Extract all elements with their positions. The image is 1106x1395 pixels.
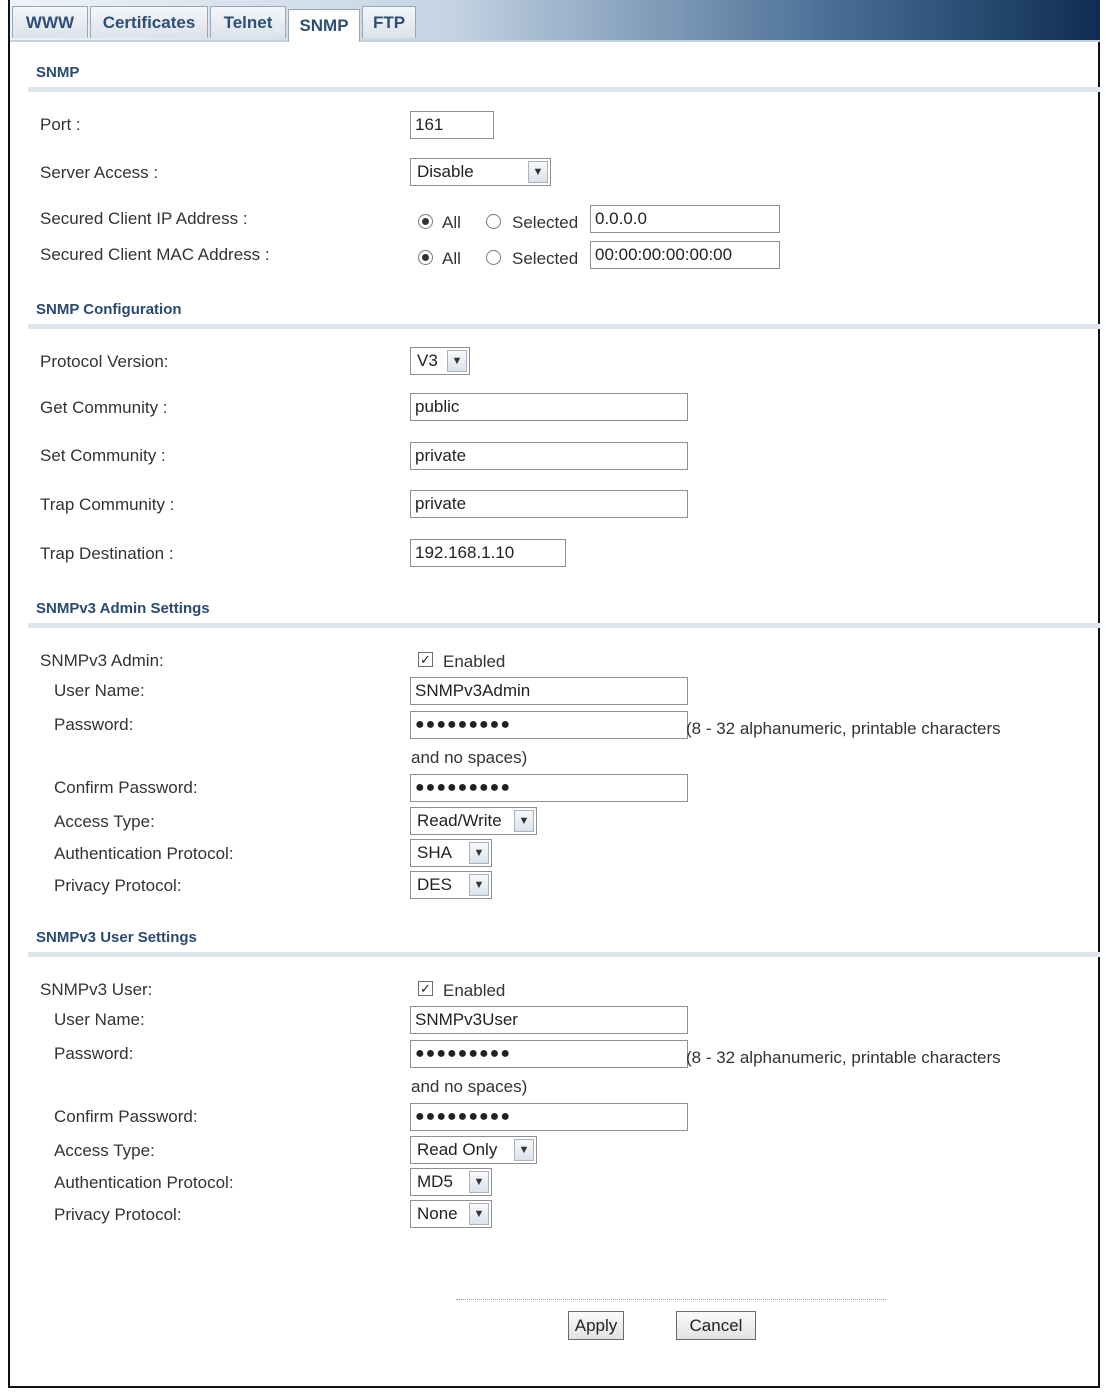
get-community-label: Get Community : bbox=[40, 398, 168, 417]
snmp-settings-panel bbox=[8, 0, 1100, 1388]
client-ip-label: Secured Client IP Address : bbox=[40, 209, 248, 228]
client-mac-selected-label: Selected bbox=[512, 249, 579, 268]
admin-access-type-label: Access Type: bbox=[54, 812, 155, 831]
trap-community-label: Trap Community : bbox=[40, 495, 175, 514]
section-title-snmp-configuration: SNMP Configuration bbox=[36, 301, 182, 318]
section-divider bbox=[28, 952, 1100, 957]
chevron-down-icon: ▼ bbox=[528, 161, 548, 183]
user-auth-protocol-label: Authentication Protocol: bbox=[54, 1173, 234, 1192]
user-confirm-password-input[interactable]: ●●●●●●●●● bbox=[410, 1103, 688, 1131]
tab-bar bbox=[10, 0, 1100, 42]
user-privacy-protocol-label: Privacy Protocol: bbox=[54, 1205, 182, 1224]
section-divider bbox=[28, 87, 1100, 92]
admin-enabled-checkbox[interactable] bbox=[418, 652, 433, 667]
tab-ftp[interactable]: FTP bbox=[362, 6, 416, 38]
port-label: Port : bbox=[40, 115, 81, 134]
set-community-input[interactable] bbox=[410, 442, 688, 470]
user-enabled-label: Enabled bbox=[443, 981, 506, 1000]
admin-enable-label: SNMPv3 Admin: bbox=[40, 651, 164, 670]
client-ip-input[interactable] bbox=[590, 205, 780, 233]
apply-button[interactable]: Apply bbox=[568, 1311, 624, 1340]
user-privacy-protocol-value: None bbox=[417, 1204, 458, 1223]
checkmark-icon: ✓ bbox=[420, 652, 431, 667]
client-mac-all-radio[interactable] bbox=[418, 250, 433, 265]
admin-auth-protocol-select[interactable] bbox=[410, 839, 492, 867]
tab-telnet[interactable]: Telnet bbox=[210, 6, 286, 38]
trap-community-input[interactable] bbox=[410, 490, 688, 518]
client-ip-selected-radio[interactable] bbox=[486, 214, 501, 229]
client-ip-all-label: All bbox=[442, 213, 461, 232]
admin-enabled-label: Enabled bbox=[443, 652, 506, 671]
chevron-down-icon: ▼ bbox=[469, 1203, 489, 1225]
user-auth-protocol-value: MD5 bbox=[417, 1172, 453, 1191]
tab-www[interactable]: WWW bbox=[12, 6, 88, 38]
admin-access-type-select[interactable] bbox=[410, 807, 537, 835]
client-mac-all-label: All bbox=[442, 249, 461, 268]
admin-auth-protocol-label: Authentication Protocol: bbox=[54, 844, 234, 863]
protocol-version-label: Protocol Version: bbox=[40, 352, 169, 371]
user-username-label: User Name: bbox=[54, 1010, 145, 1029]
section-divider bbox=[28, 324, 1100, 329]
client-mac-selected-radio[interactable] bbox=[486, 250, 501, 265]
admin-password-input[interactable]: ●●●●●●●●● bbox=[410, 711, 688, 739]
set-community-label: Set Community : bbox=[40, 446, 166, 465]
user-password-hint-cont: and no spaces) bbox=[411, 1077, 528, 1096]
trap-destination-label: Trap Destination : bbox=[40, 544, 174, 563]
tab-snmp[interactable]: SNMP bbox=[288, 9, 360, 42]
client-mac-input[interactable] bbox=[590, 241, 780, 269]
admin-privacy-protocol-label: Privacy Protocol: bbox=[54, 876, 182, 895]
user-enable-label: SNMPv3 User: bbox=[40, 980, 153, 999]
admin-confirm-password-input[interactable]: ●●●●●●●●● bbox=[410, 774, 688, 802]
client-ip-all-radio[interactable] bbox=[418, 214, 433, 229]
server-access-label: Server Access : bbox=[40, 163, 159, 182]
chevron-down-icon: ▼ bbox=[469, 842, 489, 864]
chevron-down-icon: ▼ bbox=[469, 1171, 489, 1193]
admin-password-label: Password: bbox=[54, 715, 134, 734]
tab-certificates[interactable]: Certificates bbox=[90, 6, 208, 38]
section-title-admin-settings: SNMPv3 Admin Settings bbox=[36, 600, 210, 617]
section-title-user-settings: SNMPv3 User Settings bbox=[36, 929, 197, 946]
user-confirm-password-label: Confirm Password: bbox=[54, 1107, 198, 1126]
admin-privacy-protocol-value: DES bbox=[417, 875, 452, 894]
admin-username-input[interactable] bbox=[410, 677, 688, 705]
chevron-down-icon: ▼ bbox=[514, 810, 534, 832]
server-access-value: Disable bbox=[417, 162, 474, 181]
protocol-version-select[interactable] bbox=[410, 347, 470, 375]
trap-destination-input[interactable] bbox=[410, 539, 566, 567]
chevron-down-icon: ▼ bbox=[469, 874, 489, 896]
get-community-input[interactable] bbox=[410, 393, 688, 421]
cancel-button[interactable]: Cancel bbox=[676, 1311, 756, 1340]
client-mac-label: Secured Client MAC Address : bbox=[40, 245, 270, 264]
admin-username-label: User Name: bbox=[54, 681, 145, 700]
user-auth-protocol-select[interactable] bbox=[410, 1168, 492, 1196]
section-title-snmp: SNMP bbox=[36, 64, 80, 81]
protocol-version-value: V3 bbox=[417, 351, 438, 370]
user-privacy-protocol-select[interactable] bbox=[410, 1200, 492, 1228]
checkmark-icon: ✓ bbox=[420, 981, 431, 996]
footer-divider bbox=[456, 1299, 886, 1300]
user-access-type-select[interactable] bbox=[410, 1136, 537, 1164]
admin-password-hint-cont: and no spaces) bbox=[411, 748, 528, 767]
user-password-label: Password: bbox=[54, 1044, 134, 1063]
admin-access-type-value: Read/Write bbox=[417, 811, 502, 830]
chevron-down-icon: ▼ bbox=[447, 350, 467, 372]
user-access-type-label: Access Type: bbox=[54, 1141, 155, 1160]
client-ip-selected-label: Selected bbox=[512, 213, 579, 232]
admin-password-hint: (8 - 32 alphanumeric, printable characters bbox=[686, 719, 1001, 738]
section-divider bbox=[28, 623, 1100, 628]
server-access-select[interactable] bbox=[410, 158, 551, 186]
user-password-hint: (8 - 32 alphanumeric, printable characters bbox=[686, 1048, 1001, 1067]
admin-privacy-protocol-select[interactable] bbox=[410, 871, 492, 899]
admin-auth-protocol-value: SHA bbox=[417, 843, 452, 862]
user-enabled-checkbox[interactable] bbox=[418, 981, 433, 996]
port-input[interactable] bbox=[410, 111, 494, 139]
chevron-down-icon: ▼ bbox=[514, 1139, 534, 1161]
user-password-input[interactable]: ●●●●●●●●● bbox=[410, 1040, 688, 1068]
user-access-type-value: Read Only bbox=[417, 1140, 498, 1159]
user-username-input[interactable] bbox=[410, 1006, 688, 1034]
admin-confirm-password-label: Confirm Password: bbox=[54, 778, 198, 797]
